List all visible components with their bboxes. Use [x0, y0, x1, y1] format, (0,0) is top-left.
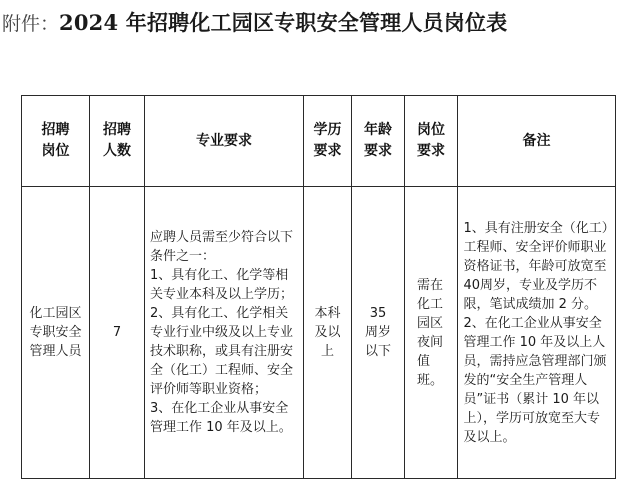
header-post: 招聘岗位	[22, 96, 90, 187]
post-text: 化工园区专职安全管理人员	[29, 306, 82, 359]
document-title	[2, 6, 629, 40]
header-education: 学历要求	[304, 96, 352, 187]
count-text: 7	[112, 325, 122, 340]
cell-duty	[405, 187, 458, 479]
education-text: 本科及以上	[314, 306, 341, 359]
header-duty: 岗位要求	[405, 96, 458, 187]
major-text: 应聘人员需至少符合以下条件之一： 1、具有化工、化学等相关专业本科及以上学历； 2、具有化工、化学相关专业行业中级及以上专业技术职称，或具有注册安全（化工）工程师、安全评价师等职业资格； 3、在化工企业从事安全管理工作 10 年及以上。	[150, 230, 294, 435]
positions-table	[21, 95, 616, 479]
cell-count	[90, 187, 145, 479]
title-prefix: 附件：	[2, 13, 60, 35]
cell-post	[22, 187, 90, 479]
table-row	[22, 187, 616, 479]
duty-text: 需在化工园区夜间值班。	[417, 277, 444, 388]
cell-remarks	[458, 187, 616, 479]
header-major: 专业要求	[145, 96, 304, 187]
header-row	[22, 96, 616, 187]
title-main: 2024 年招聘化工园区专职安全管理人员岗位表	[59, 10, 508, 35]
cell-education	[304, 187, 352, 479]
header-count: 招聘人数	[90, 96, 145, 187]
cell-age	[352, 187, 405, 479]
age-text: 35 周岁以下	[364, 306, 391, 359]
header-age: 年龄要求	[352, 96, 405, 187]
cell-major	[145, 187, 304, 479]
remarks-text: 1、具有注册安全（化工）工程师、安全评价师职业资格证书，年龄可放宽至 40周岁，专业及学历不限，笔试成绩加 2 分。 2、在化工企业从事安全管理工作 10 年及以上人员，需持应急管理部门颁发的“安全生产管理人员”证书（累计 10 年以上），学历可放宽至大专及以上。	[463, 220, 609, 445]
header-remarks: 备注	[458, 96, 616, 187]
